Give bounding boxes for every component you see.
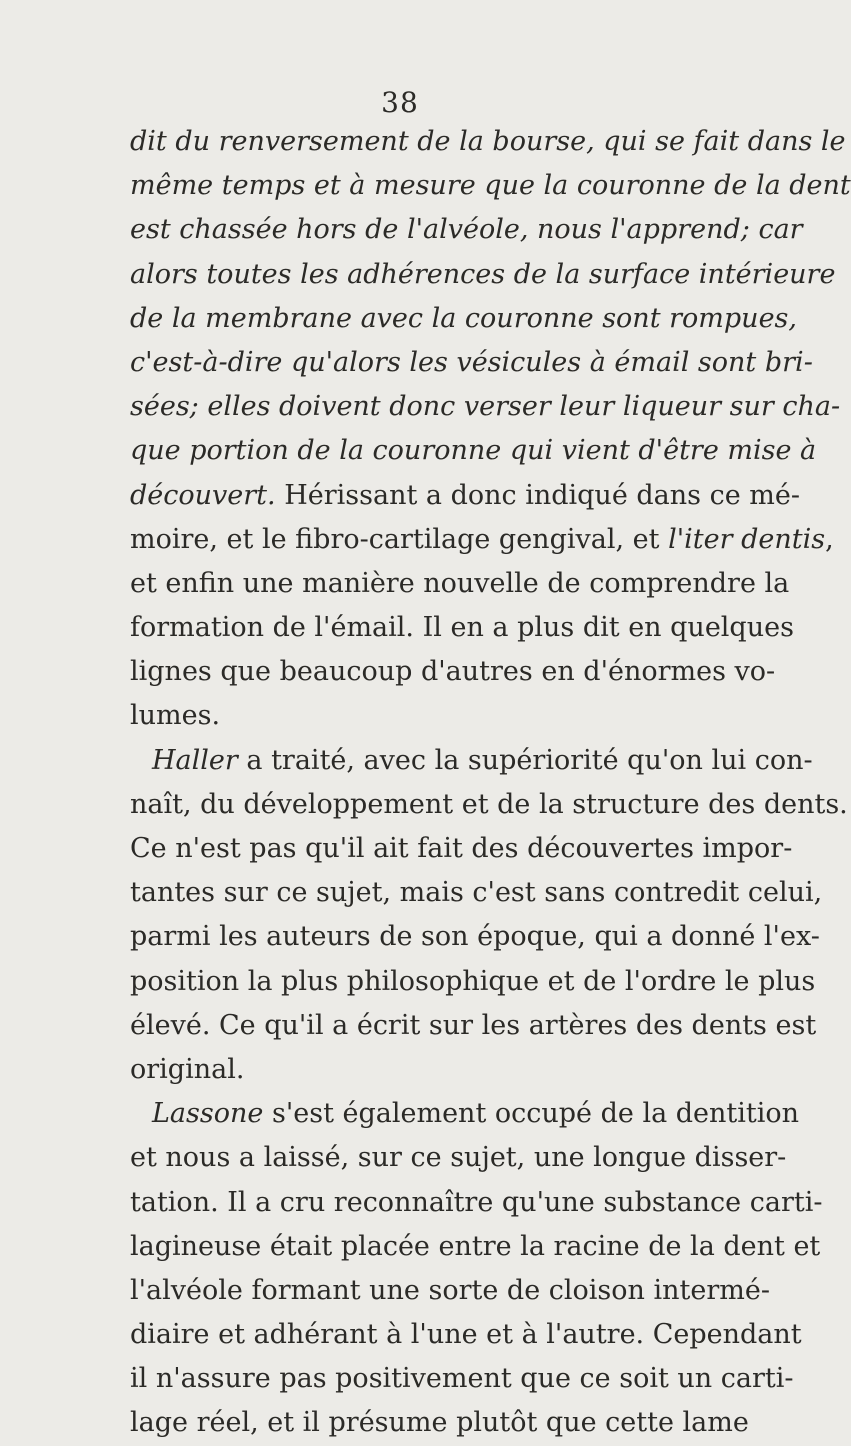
page-number: 38: [381, 86, 419, 119]
text-span: il n'assure pas positivement que ce soit un carti-: [130, 1363, 794, 1395]
text-span: lagineuse était placée entre la racine de la dent et: [130, 1230, 821, 1262]
italic-text: de la membrane avec la couronne sont rompues,: [130, 302, 797, 334]
text-line: [130, 694, 742, 738]
italic-text: alors toutes les adhérences de la surface intérieure: [130, 258, 836, 290]
italic-text: même temps et à mesure que la couronne de la dent: [130, 170, 851, 202]
italic-text: dit du renversement de la bourse, qui se fait dans le: [130, 126, 846, 157]
text-span: élevé. Ce qu'il a écrit sur les artères des dents est: [130, 1009, 817, 1041]
text-span: Hérissant a donc indiqué dans ce mé-: [275, 479, 800, 511]
text-span: s'est également occupé de la dentition: [263, 1098, 800, 1130]
text-line: [130, 783, 848, 827]
italic-text: sées; elles doivent donc verser leur liqueur sur cha-: [130, 391, 841, 423]
text-line: [130, 1357, 794, 1401]
text-span: ,: [825, 523, 834, 555]
text-line: [130, 739, 813, 783]
text-span: lignes que beaucoup d'autres en d'énormes vo-: [130, 656, 776, 688]
text-line: [130, 1313, 802, 1357]
italic-text: que portion de la couronne qui vient d'être mise à: [130, 435, 817, 467]
body-text: [130, 120, 851, 1446]
italic-text: Lassone: [152, 1098, 264, 1130]
text-line: [130, 385, 841, 429]
italic-text: c'est-à-dire qu'alors les vésicules à émail sont bri-: [130, 346, 813, 378]
text-line: [130, 606, 794, 650]
text-line: [130, 297, 797, 341]
text-line: [130, 1136, 787, 1180]
text-span: et nous a laissé, sur ce sujet, une longue disser-: [130, 1142, 787, 1174]
text-line: [130, 827, 793, 871]
text-span: lumes.: [130, 700, 221, 732]
text-span: formation de l'émail. Il en a plus dit en quelques: [130, 612, 794, 644]
text-span: tation. Il a cru reconnaître qu'une substance carti-: [130, 1186, 823, 1218]
text-line: [130, 960, 816, 1004]
italic-text: Haller: [152, 744, 238, 776]
text-line: [130, 1181, 823, 1225]
text-span: et enfin une manière nouvelle de comprendre la: [130, 567, 790, 599]
text-span: position la plus philosophique et de l'ordre le plus: [130, 965, 816, 997]
text-span: l'alvéole formant une sorte de cloison intermé-: [130, 1274, 770, 1306]
text-line: [130, 1269, 770, 1313]
text-line: [130, 1225, 821, 1269]
text-line: [130, 518, 834, 562]
text-line: [130, 253, 836, 297]
text-line: [130, 650, 776, 694]
text-line: [130, 208, 803, 252]
italic-text: est chassée hors de l'alvéole, nous l'apprend; car: [130, 214, 803, 246]
italic-text: l'iter dentis: [668, 523, 826, 555]
text-span: original.: [130, 1053, 245, 1085]
text-line: [130, 915, 820, 959]
text-line: [130, 429, 817, 473]
text-line: [130, 1048, 742, 1092]
text-line: [130, 871, 823, 915]
text-line: [130, 1004, 817, 1048]
text-span: naît, du développement et de la structure des dents.: [130, 788, 848, 820]
text-line: [130, 1092, 800, 1136]
text-span: lage réel, et il présume plutôt que cette lame: [130, 1407, 749, 1439]
text-line: [130, 164, 851, 208]
text-line: [130, 562, 790, 606]
text-span: tantes sur ce sujet, mais c'est sans contredit celui,: [130, 877, 823, 909]
text-span: a traité, avec la supériorité qu'on lui con-: [237, 744, 813, 776]
text-span: Ce n'est pas qu'il ait fait des découvertes impor-: [130, 833, 793, 864]
text-line: [130, 120, 846, 164]
text-line: [130, 341, 813, 385]
italic-text: découvert.: [130, 479, 276, 511]
text-span: diaire et adhérant à l'une et à l'autre. Cependant: [130, 1319, 802, 1351]
text-span: parmi les auteurs de son époque, qui a donné l'ex-: [130, 921, 820, 953]
text-span: moire, et le fibro-cartilage gengival, et: [130, 523, 669, 555]
text-line: [130, 474, 800, 518]
text-line: [130, 1401, 749, 1445]
